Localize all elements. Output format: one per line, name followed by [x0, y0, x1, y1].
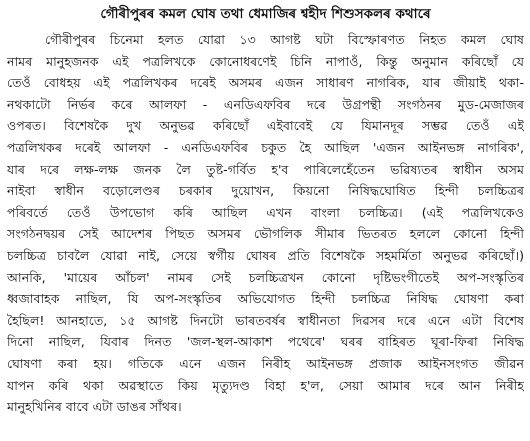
text-line: নথকাটো নিৰ্ভৰ কৰে আলফা - এনডিএফবিৰ দৰে উগ্ৰপন্থী সংগঠনৰ মুড-মেজাজৰ: [7, 96, 524, 112]
article-body: [7, 29, 524, 418]
text-line: যাৰ দৰে লক্ষ-লক্ষ জনক লৈ তুষ্ট-গৰ্বিত হ'ব পাৰিলেহেঁতেন ভৱিষ্যতৰ স্বাধীন অসম: [7, 161, 524, 177]
text-line: ঘোষণা কৰা হয়। গতিকে এনে এজন নিৰীহ আইনভঙ্গ প্ৰজাক আইনসংগত জীৱন: [7, 355, 524, 371]
text-line: পৰিবৰ্তে তেওঁ উপভোগ কৰি আছিল এখন বাংলা চলচ্চিত্ৰ। (এই পত্ৰলিখকেও: [7, 204, 524, 220]
text-line: পত্ৰলিখকৰ দৰেই আলফা - এনডিএফবিৰ চকুত হৈ আছিল 'এজন আইনভঙ্গ নাগৰিক',: [7, 139, 524, 155]
text-line: আনকি, 'মায়েৰ আঁচল' নামৰ সেই চলচ্চিত্ৰখন কোনো দৃষ্টিভংগীতেই অপ-সংস্কৃতিৰ: [7, 269, 524, 285]
article-title: গৌৰীপুৰৰ কমল ঘোষ তথা ধেমাজিৰ শ্বহীদ শিশুসকলৰ কথাৰে: [100, 6, 431, 22]
text-line: গৌৰীপুৰৰ চিনেমা হলত যোৱা ১৩ আগষ্ট ঘটা বিস্ফোৰণত নিহত কমল ঘোষ: [45, 32, 524, 47]
text-line: তেওঁ বোধহয় এই পত্ৰলিখকৰ দৰেই অসমৰ এজন সাধাৰণ নাগৰিক, যাৰ জীয়াই থকা-: [7, 75, 524, 91]
text-line: নাইবা স্বাধীন বড়োলেণ্ডৰ চৰকাৰ দুয়োখন, কিয়নো নিষিদ্ধঘোষিত হিন্দী চলচ্চিত্ৰৰ: [7, 183, 524, 199]
text-line: ধ্বজাবাহক নাছিল, যি অপ-সংস্কৃতিৰ অভিযোগত হিন্দী চলচ্চিত্ৰ নিষিদ্ধ ঘোষণা কৰা: [7, 291, 524, 307]
text-line: ওপৰত। বিশেষকৈ দুখ অনুভৱ কৰিছোঁ এইবাবেই যে যিমানদূৰ সম্ভৱ তেওঁ এই: [7, 118, 524, 134]
text-line: সংগঠনদ্বয়ৰ সেই আদেশৰ পিছত অসমৰ ভৌগলিক সীমাৰ ভিতৰত হললে কোনো হিন্দী: [7, 226, 524, 242]
text-line: মানুহখিনিৰ বাবে এটা ডাঙৰ সাঁথৰ।: [7, 399, 182, 415]
text-line: হৈছিল! আনহাতে, ১৫ আগষ্ট দিনটো ভাৰতবৰ্ষৰ স্বাধীনতা দিৱসৰ দৰে এনে এটা বিশেষ: [7, 312, 524, 328]
text-line: যাপন কৰি থকা অৱস্থাতে কিয় মৃত্যুদণ্ড বিহা হ'ল, সেয়া আমাৰ দৰে আন নিৰীহ: [7, 377, 524, 393]
text-line: চলচ্চিত্ৰ চাবলৈ যোৱা নাই, সেয়ে স্বৰ্গীয় ঘোষৰ প্ৰতি বিশেষকৈ সহমৰ্মিতা অনুভৱ কৰিছোঁ।): [7, 247, 524, 263]
text-line: দিনো নাছিল, যিবাৰ দিনত 'জল-স্থল-আকাশ পথেৰে' ঘৰৰ বাহিৰত ঘূৰা-ফিৰা নিষিদ্ধ: [7, 334, 524, 350]
text-line: নামৰ মানুহজনক এই পত্ৰলিখকে কোনোধৰণেই চিনি নাপাওঁ, কিন্তু অনুমান কৰিছোঁ যে: [7, 53, 524, 69]
